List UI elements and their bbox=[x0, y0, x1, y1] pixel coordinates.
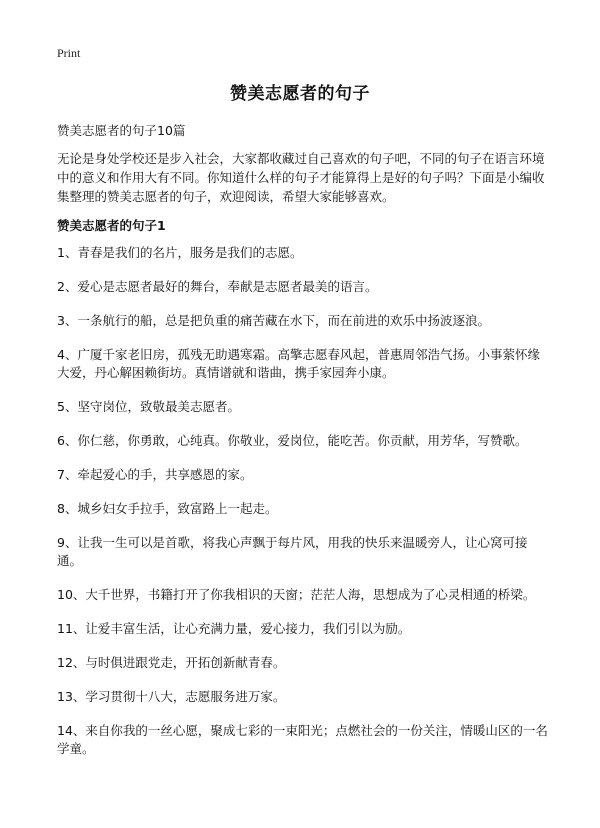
page-title: 赞美志愿者的句子 bbox=[230, 84, 370, 104]
intro-paragraph: 无论是身处学校还是步入社会，大家都收藏过自己喜欢的句子吧，不同的句子在语言环境中的意义和作用大有不同。你知道什么样的句子才能算得上是好的句子吗？下面是小编收集整理的赞美志愿者的句子，欢迎阅读，希望大家能够喜欢。 bbox=[57, 151, 545, 204]
list-item: 3、一条航行的船，总是把负重的痛苦藏在水下，而在前进的欢乐中扬波逐浪。 bbox=[57, 313, 490, 328]
sentence-list bbox=[57, 244, 549, 758]
section-heading: 赞美志愿者的句子1 bbox=[57, 218, 166, 233]
list-item: 10、大千世界，书籍打开了你我相识的天窗；茫茫人海，思想成为了心灵相通的桥梁。 bbox=[57, 587, 536, 602]
list-item: 4、广厦千家老旧房，孤残无助遇寒霜。高擎志愿春风起，普惠周邻浩气扬。小事萦怀缘大爱，丹心解困赖街坊。真情谱就和谐曲，携手家园奔小康。 bbox=[57, 347, 540, 380]
list-item: 11、让爱丰富生活，让心充满力量，爱心接力，我们引以为励。 bbox=[57, 621, 411, 636]
print-link[interactable]: Print bbox=[57, 46, 81, 60]
list-item: 14、来自你我的一丝心愿，聚成七彩的一束阳光；点燃社会的一份关注，情暖山区的一名学童。 bbox=[57, 723, 548, 756]
document-subtitle: 赞美志愿者的句子10篇 bbox=[57, 123, 186, 138]
list-item: 5、坚守岗位，致敬最美志愿者。 bbox=[57, 399, 240, 414]
list-item: 13、学习贯彻十八大，志愿服务进万家。 bbox=[57, 689, 286, 704]
list-item: 8、城乡妇女手拉手，致富路上一起走。 bbox=[57, 501, 278, 516]
list-item: 9、让我一生可以是首歌，将我心声飘于每片风，用我的快乐来温暖旁人，让心窝可接通。 bbox=[57, 535, 528, 568]
list-item: 2、爱心是志愿者最好的舞台，奉献是志愿者最美的语言。 bbox=[57, 279, 378, 294]
list-item: 6、你仁慈，你勇敢，心纯真。你敬业，爱岗位，能吃苦。你贡献，用芳华，写赞歌。 bbox=[57, 433, 528, 448]
list-item: 1、青春是我们的名片，服务是我们的志愿。 bbox=[57, 245, 303, 260]
list-item: 7、牵起爱心的手，共享感恩的家。 bbox=[57, 467, 253, 482]
list-item: 12、与时俱进跟党走，开拓创新献青春。 bbox=[57, 655, 286, 670]
